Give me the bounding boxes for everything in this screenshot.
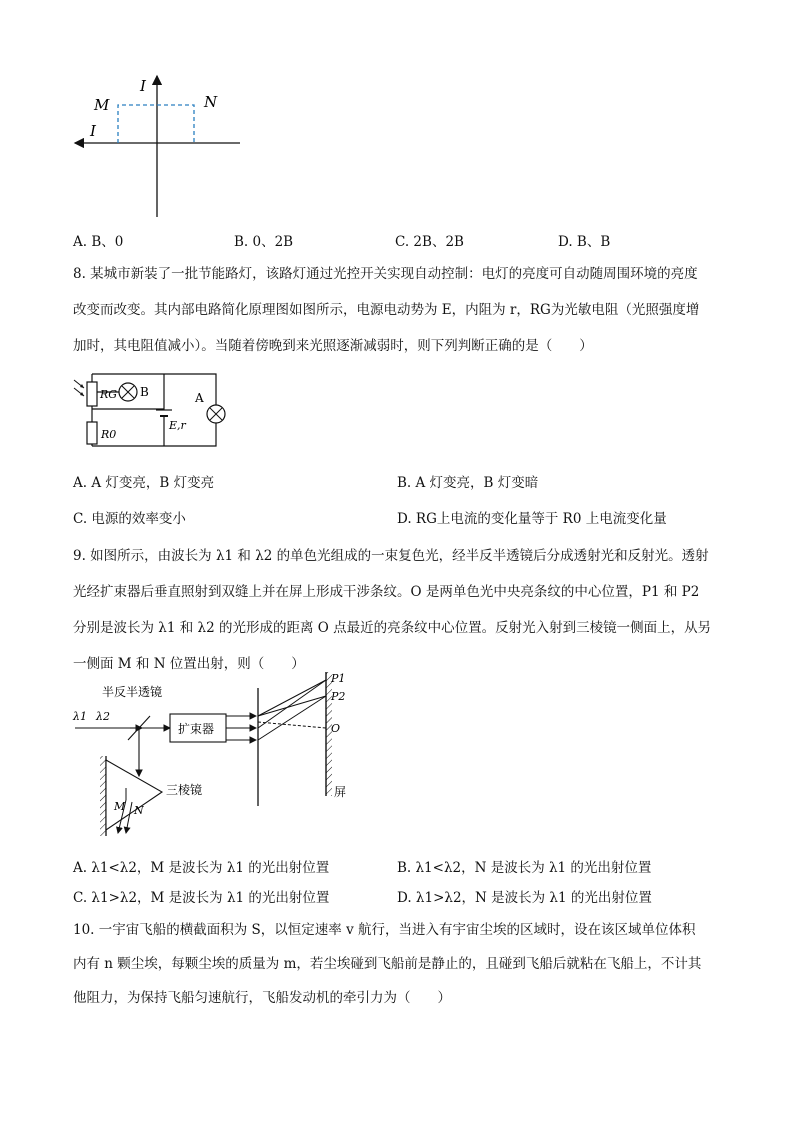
q8-option-d[interactable]: D. RG上电流的变化量等于 R0 上电流变化量 bbox=[397, 511, 667, 527]
q10-stem-line2: 内有 n 颗尘埃，每颗尘埃的质量为 m，若尘埃碰到飞船前是静止的，且碰到飞船后就粘在飞船上，不计其 bbox=[73, 956, 702, 972]
q9-stem-line3: 分别是波长为 λ1 和 λ2 的光形成的距离 O 点最近的亮条纹中心位置。反射光入射到三棱镜一侧面上，从另 bbox=[73, 620, 712, 636]
label-r0: R0 bbox=[101, 428, 117, 441]
label-half-mirror: 半反半透镜 bbox=[102, 685, 163, 699]
prism bbox=[106, 760, 162, 830]
label-screen: 屏 bbox=[334, 785, 347, 799]
q8-stem-line3: 加时，其电阻值减小）。当随着傍晚到来光照逐渐减弱时，则下列判断正确的是（ ） bbox=[73, 338, 593, 354]
label-n-exit: N bbox=[134, 804, 144, 817]
label-i-horizontal: I bbox=[90, 122, 96, 140]
label-prism: 三棱镜 bbox=[166, 783, 203, 797]
label-i-vertical: I bbox=[140, 77, 146, 95]
q7-option-c[interactable]: C. 2B、2B bbox=[395, 234, 464, 250]
q7-figure bbox=[60, 70, 260, 225]
q10-stem-line1: 10. 一宇宙飞船的横截面积为 S，以恒定速率 v 航行，当进入有宇宙尘埃的区域时，设在该区域单位体积 bbox=[73, 922, 696, 938]
r0-resistor bbox=[87, 422, 97, 444]
q8-circuit-figure bbox=[70, 370, 230, 460]
q9-stem-line4: 一侧面 M 和 N 位置出射，则（ ） bbox=[73, 656, 305, 672]
q9-option-c[interactable]: C. λ1>λ2，M 是波长为 λ1 的光出射位置 bbox=[73, 890, 330, 906]
label-b: B bbox=[140, 385, 149, 399]
q7-option-b[interactable]: B. 0、2B bbox=[234, 234, 294, 250]
q9-optics-figure bbox=[70, 668, 360, 838]
label-lambda1: λ1 bbox=[73, 710, 87, 723]
label-lambda2: λ2 bbox=[96, 710, 110, 723]
dashed-rectangle bbox=[118, 105, 194, 143]
label-expander: 扩束器 bbox=[178, 722, 215, 736]
q10-stem-line3: 他阻力，为保持飞船匀速航行，飞船发动机的牵引力为（ ） bbox=[73, 990, 451, 1006]
label-o: O bbox=[331, 722, 341, 735]
q9-option-d[interactable]: D. λ1>λ2，N 是波长为 λ1 的光出射位置 bbox=[397, 890, 652, 906]
label-p2: P2 bbox=[331, 690, 346, 703]
rg-resistor bbox=[87, 382, 97, 406]
q8-stem-line2: 改变而改变。其内部电路简化原理图如图所示，电源电动势为 E，内阻为 r，RG为光敏电阻（光照强度增 bbox=[73, 302, 700, 318]
q8-stem-line1: 8. 某城市新装了一批节能路灯，该路灯通过光控开关实现自动控制：电灯的亮度可自动随周围环境的亮度 bbox=[73, 266, 698, 282]
label-n: N bbox=[204, 93, 218, 111]
q8-option-b[interactable]: B. A 灯变亮，B 灯变暗 bbox=[397, 475, 539, 491]
q9-stem-line1: 9. 如图所示，由波长为 λ1 和 λ2 的单色光组成的一束复色光，经半反半透镜后分成透射光和反射光。透射 bbox=[73, 548, 709, 564]
q9-stem-line2: 光经扩束器后垂直照射到双缝上并在屏上形成干涉条纹。O 是两单色光中央亮条纹的中心位置，P1 和 P2 bbox=[73, 584, 700, 600]
q9-option-a[interactable]: A. λ1<λ2，M 是波长为 λ1 的光出射位置 bbox=[73, 860, 330, 876]
label-rg: RG bbox=[100, 388, 118, 401]
q9-option-b[interactable]: B. λ1<λ2，N 是波长为 λ1 的光出射位置 bbox=[397, 860, 652, 876]
label-er: E,r bbox=[169, 419, 186, 432]
q7-option-d[interactable]: D. B、B bbox=[558, 234, 611, 250]
label-m: M bbox=[94, 96, 110, 114]
label-m-exit: M bbox=[114, 800, 126, 813]
q8-option-c[interactable]: C. 电源的效率变小 bbox=[73, 511, 186, 527]
q7-option-a[interactable]: A. B、0 bbox=[73, 234, 124, 250]
label-a: A bbox=[195, 391, 204, 405]
q8-option-a[interactable]: A. A 灯变亮，B 灯变亮 bbox=[73, 475, 215, 491]
label-p1: P1 bbox=[331, 672, 346, 685]
